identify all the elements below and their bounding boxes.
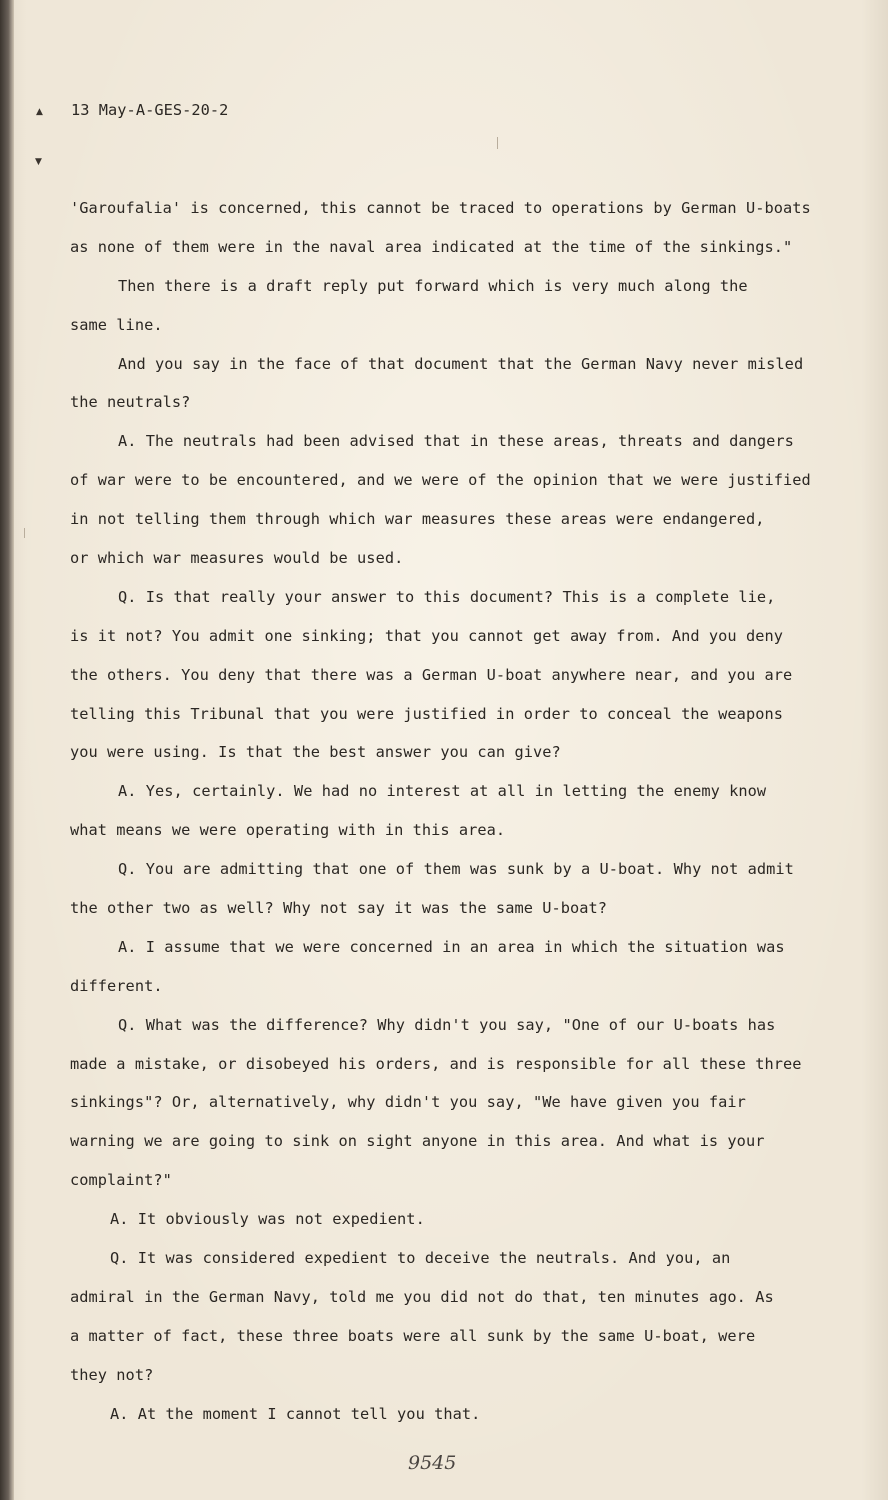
answer-line: A. It obviously was not expedient. xyxy=(110,1210,425,1229)
question-line: Q. Is that really your answer to this document? This is a complete lie, xyxy=(118,587,776,606)
text-line: sinkings"? Or, alternatively, why didn't you say, "We have given you fair xyxy=(70,1093,746,1112)
question-line: Q. You are admitting that one of them was sunk by a U-boat. Why not admit xyxy=(118,860,794,879)
text-line: warning we are going to sink on sight anyone in this area. And what is your xyxy=(70,1132,765,1151)
answer-line: A. Yes, certainly. We had no interest at all in letting the enemy know xyxy=(118,782,767,801)
text-line: is it not? You admit one sinking; that you cannot get away from. And you deny xyxy=(70,626,783,645)
margin-mark-top: ▲ xyxy=(36,107,43,117)
text-line: what means we were operating with in this area. xyxy=(70,821,506,840)
text-line: telling this Tribunal that you were justified in order to conceal the weapons xyxy=(70,704,783,723)
stray-margin-mark xyxy=(24,528,25,538)
text-line: the neutrals? xyxy=(70,393,191,412)
text-line: in not telling them through which war measures these areas were endangered, xyxy=(70,510,765,529)
text-line: 'Garoufalia' is concerned, this cannot be traced to operations by German U-boats xyxy=(70,199,811,217)
question-line: Q. It was considered expedient to deceive the neutrals. And you, an xyxy=(110,1249,731,1268)
stray-pencil-mark xyxy=(497,137,498,149)
text-line: the others. You deny that there was a German U-boat anywhere near, and you are xyxy=(70,665,793,684)
answer-line: A. The neutrals had been advised that in these areas, threats and dangers xyxy=(118,432,794,451)
question-line: Q. What was the difference? Why didn't you say, "One of our U-boats has xyxy=(118,1015,776,1034)
handwritten-page-number: 9545 xyxy=(408,1452,457,1474)
margin-mark-bottom: ▼ xyxy=(35,157,42,167)
text-line: the other two as well? Why not say it was the same U-boat? xyxy=(70,899,608,918)
text-line: made a mistake, or disobeyed his orders, and is responsible for all these three xyxy=(70,1054,802,1073)
text-line: complaint?" xyxy=(70,1171,172,1190)
text-line: of war were to be encountered, and we were of the opinion that we were justified xyxy=(70,471,811,490)
transcript-body xyxy=(70,198,850,1443)
text-line: admiral in the German Navy, told me you did not do that, ten minutes ago. As xyxy=(70,1287,774,1306)
text-line: you were using. Is that the best answer you can give? xyxy=(70,743,561,762)
text-line: a matter of fact, these three boats were all sunk by the same U-boat, were xyxy=(70,1326,756,1345)
text-line: Then there is a draft reply put forward which is very much along the xyxy=(118,276,748,295)
page-binding-edge xyxy=(0,0,14,1500)
text-line: And you say in the face of that document that the German Navy never misled xyxy=(118,354,804,373)
text-line: different. xyxy=(70,976,163,995)
document-reference: 13 May-A-GES-20-2 xyxy=(71,101,229,119)
text-line: as none of them were in the naval area indicated at the time of the sinkings." xyxy=(70,237,793,256)
text-line: same line. xyxy=(70,315,163,334)
answer-line: A. At the moment I cannot tell you that. xyxy=(110,1404,481,1423)
answer-line: A. I assume that we were concerned in an area in which the situation was xyxy=(118,937,785,956)
text-line: they not? xyxy=(70,1365,154,1384)
text-line: or which war measures would be used. xyxy=(70,549,404,568)
